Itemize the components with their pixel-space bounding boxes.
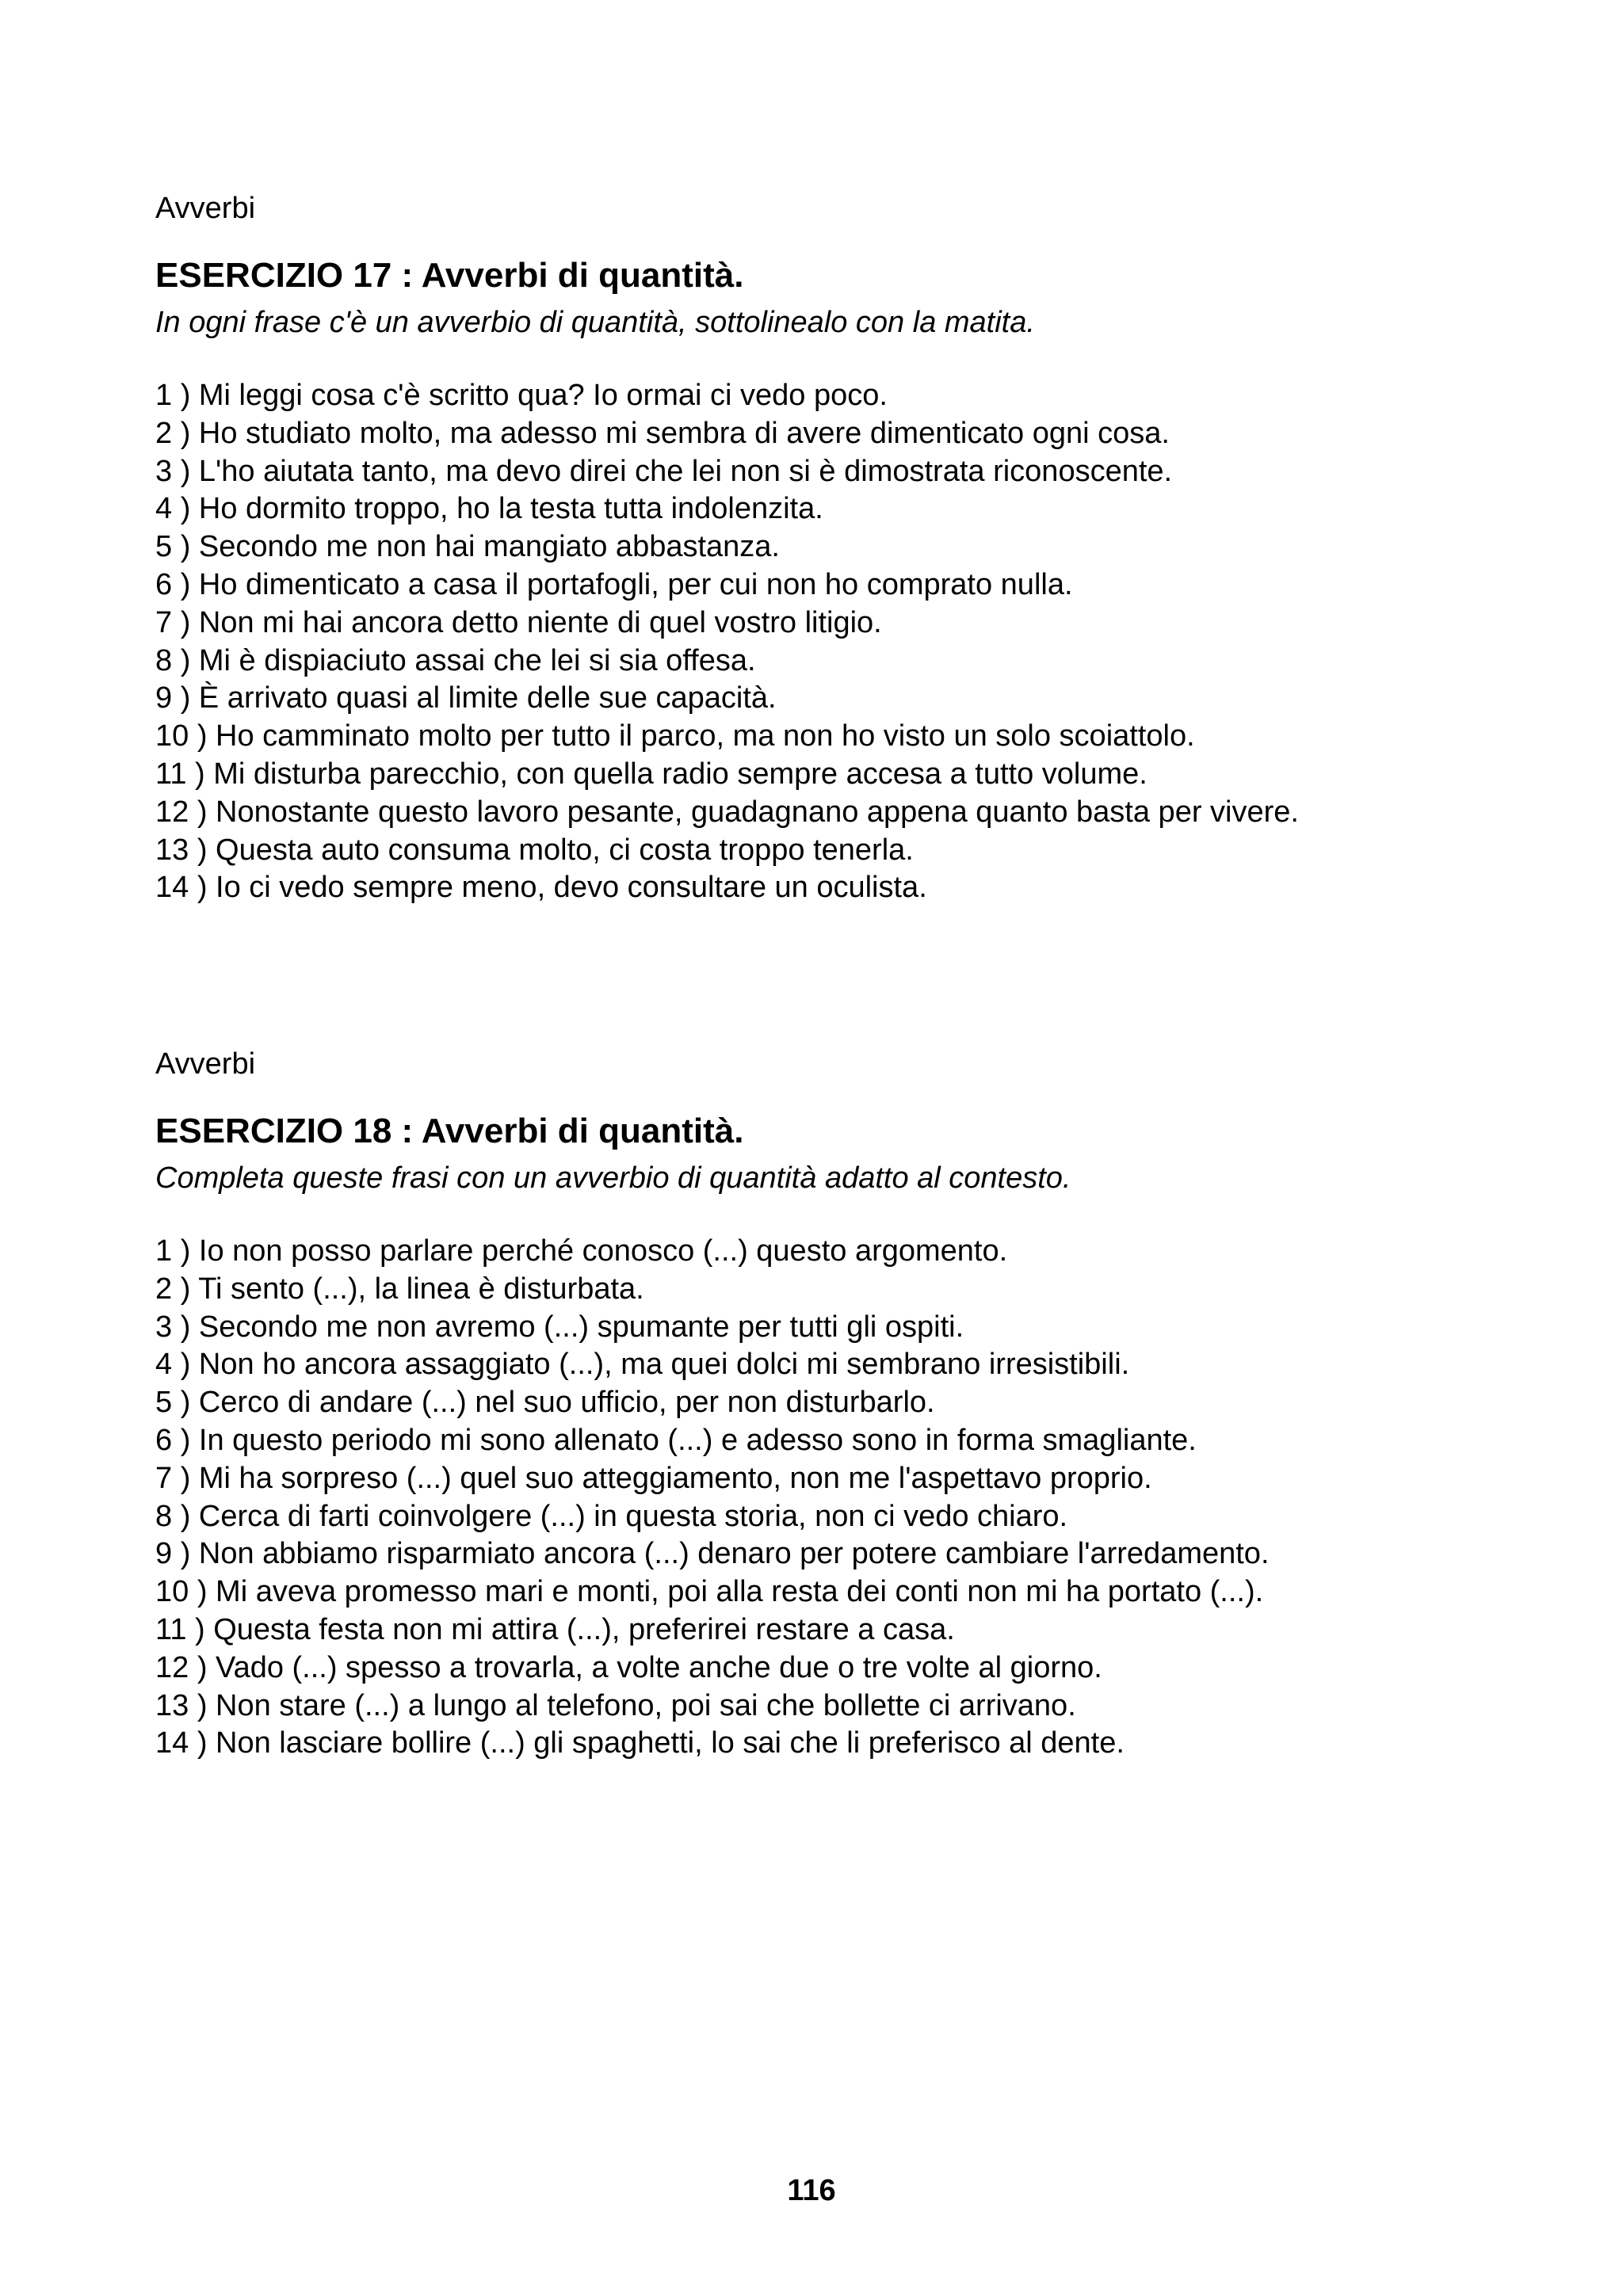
- list-item: 9 ) Non abbiamo risparmiato ancora (...) denaro per potere cambiare l'arredamento.: [155, 1537, 1270, 1571]
- list-item: 11 ) Questa festa non mi attira (...), preferirei restare a casa.: [155, 1612, 955, 1646]
- list-item: 7 ) Non mi hai ancora detto niente di quel vostro litigio.: [155, 605, 882, 639]
- exercise-title: ESERCIZIO 18 : Avverbi di quantità.: [155, 1112, 744, 1150]
- exercise-title: ESERCIZIO 17 : Avverbi di quantità.: [155, 256, 744, 295]
- list-item: 8 ) Cerca di farti coinvolgere (...) in questa storia, non ci vedo chiaro.: [155, 1499, 1068, 1533]
- list-item: 12 ) Vado (...) spesso a trovarla, a volte anche due o tre volte al giorno.: [155, 1650, 1102, 1684]
- section-category: Avverbi: [155, 1047, 256, 1081]
- exercise-instruction: In ogni frase c'è un avverbio di quantità, sottolinealo con la matita.: [155, 306, 1035, 339]
- list-item: 9 ) È arrivato quasi al limite delle sue capacità.: [155, 681, 777, 715]
- list-item: 6 ) In questo periodo mi sono allenato (...) e adesso sono in forma smagliante.: [155, 1423, 1197, 1457]
- list-item: 3 ) Secondo me non avremo (...) spumante per tutti gli ospiti.: [155, 1310, 964, 1344]
- section-category: Avverbi: [155, 192, 256, 225]
- exercise-instruction: Completa queste frasi con un avverbio di quantità adatto al contesto.: [155, 1161, 1071, 1195]
- list-item: 10 ) Mi aveva promesso mari e monti, poi alla resta dei conti non mi ha portato (...).: [155, 1575, 1264, 1609]
- exercise-17-section: [155, 189, 1503, 907]
- list-item: 1 ) Mi leggi cosa c'è scritto qua? Io ormai ci vedo poco.: [155, 379, 888, 412]
- list-item: 10 ) Ho camminato molto per tutto il parco, ma non ho visto un solo scoiattolo.: [155, 719, 1195, 753]
- list-item: 4 ) Ho dormito troppo, ho la testa tutta indolenzita.: [155, 492, 823, 526]
- list-item: 8 ) Mi è dispiaciuto assai che lei si sia offesa.: [155, 643, 756, 677]
- page-number: 116: [787, 2174, 836, 2207]
- list-item: 2 ) Ho studiato molto, ma adesso mi sembra di avere dimenticato ogni cosa.: [155, 416, 1170, 450]
- list-item: 7 ) Mi ha sorpreso (...) quel suo atteggiamento, non me l'aspettavo proprio.: [155, 1461, 1152, 1495]
- exercise-items-list: [155, 377, 1503, 907]
- list-item: 5 ) Secondo me non hai mangiato abbastanza.: [155, 530, 780, 564]
- list-item: 1 ) Io non posso parlare perché conosco (...) questo argomento.: [155, 1234, 1008, 1268]
- list-item: 2 ) Ti sento (...), la linea è disturbata.: [155, 1272, 644, 1306]
- list-item: 14 ) Io ci vedo sempre meno, devo consultare un oculista.: [155, 871, 927, 905]
- list-item: 13 ) Questa auto consuma molto, ci costa troppo tenerla.: [155, 833, 914, 867]
- exercise-18-section: [155, 1044, 1503, 1763]
- list-item: 12 ) Nonostante questo lavoro pesante, guadagnano appena quanto basta per vivere.: [155, 795, 1299, 829]
- list-item: 6 ) Ho dimenticato a casa il portafogli, per cui non ho comprato nulla.: [155, 567, 1073, 601]
- list-item: 11 ) Mi disturba parecchio, con quella radio sempre accesa a tutto volume.: [155, 757, 1148, 791]
- list-item: 4 ) Non ho ancora assaggiato (...), ma quei dolci mi sembrano irresistibili.: [155, 1348, 1130, 1382]
- list-item: 5 ) Cerco di andare (...) nel suo ufficio, per non disturbarlo.: [155, 1386, 935, 1420]
- list-item: 14 ) Non lasciare bollire (...) gli spaghetti, lo sai che li preferisco al dente.: [155, 1726, 1125, 1760]
- list-item: 13 ) Non stare (...) a lungo al telefono, poi sai che bollette ci arrivano.: [155, 1688, 1076, 1722]
- exercise-items-list: [155, 1233, 1503, 1763]
- list-item: 3 ) L'ho aiutata tanto, ma devo direi che lei non si è dimostrata riconoscente.: [155, 454, 1173, 488]
